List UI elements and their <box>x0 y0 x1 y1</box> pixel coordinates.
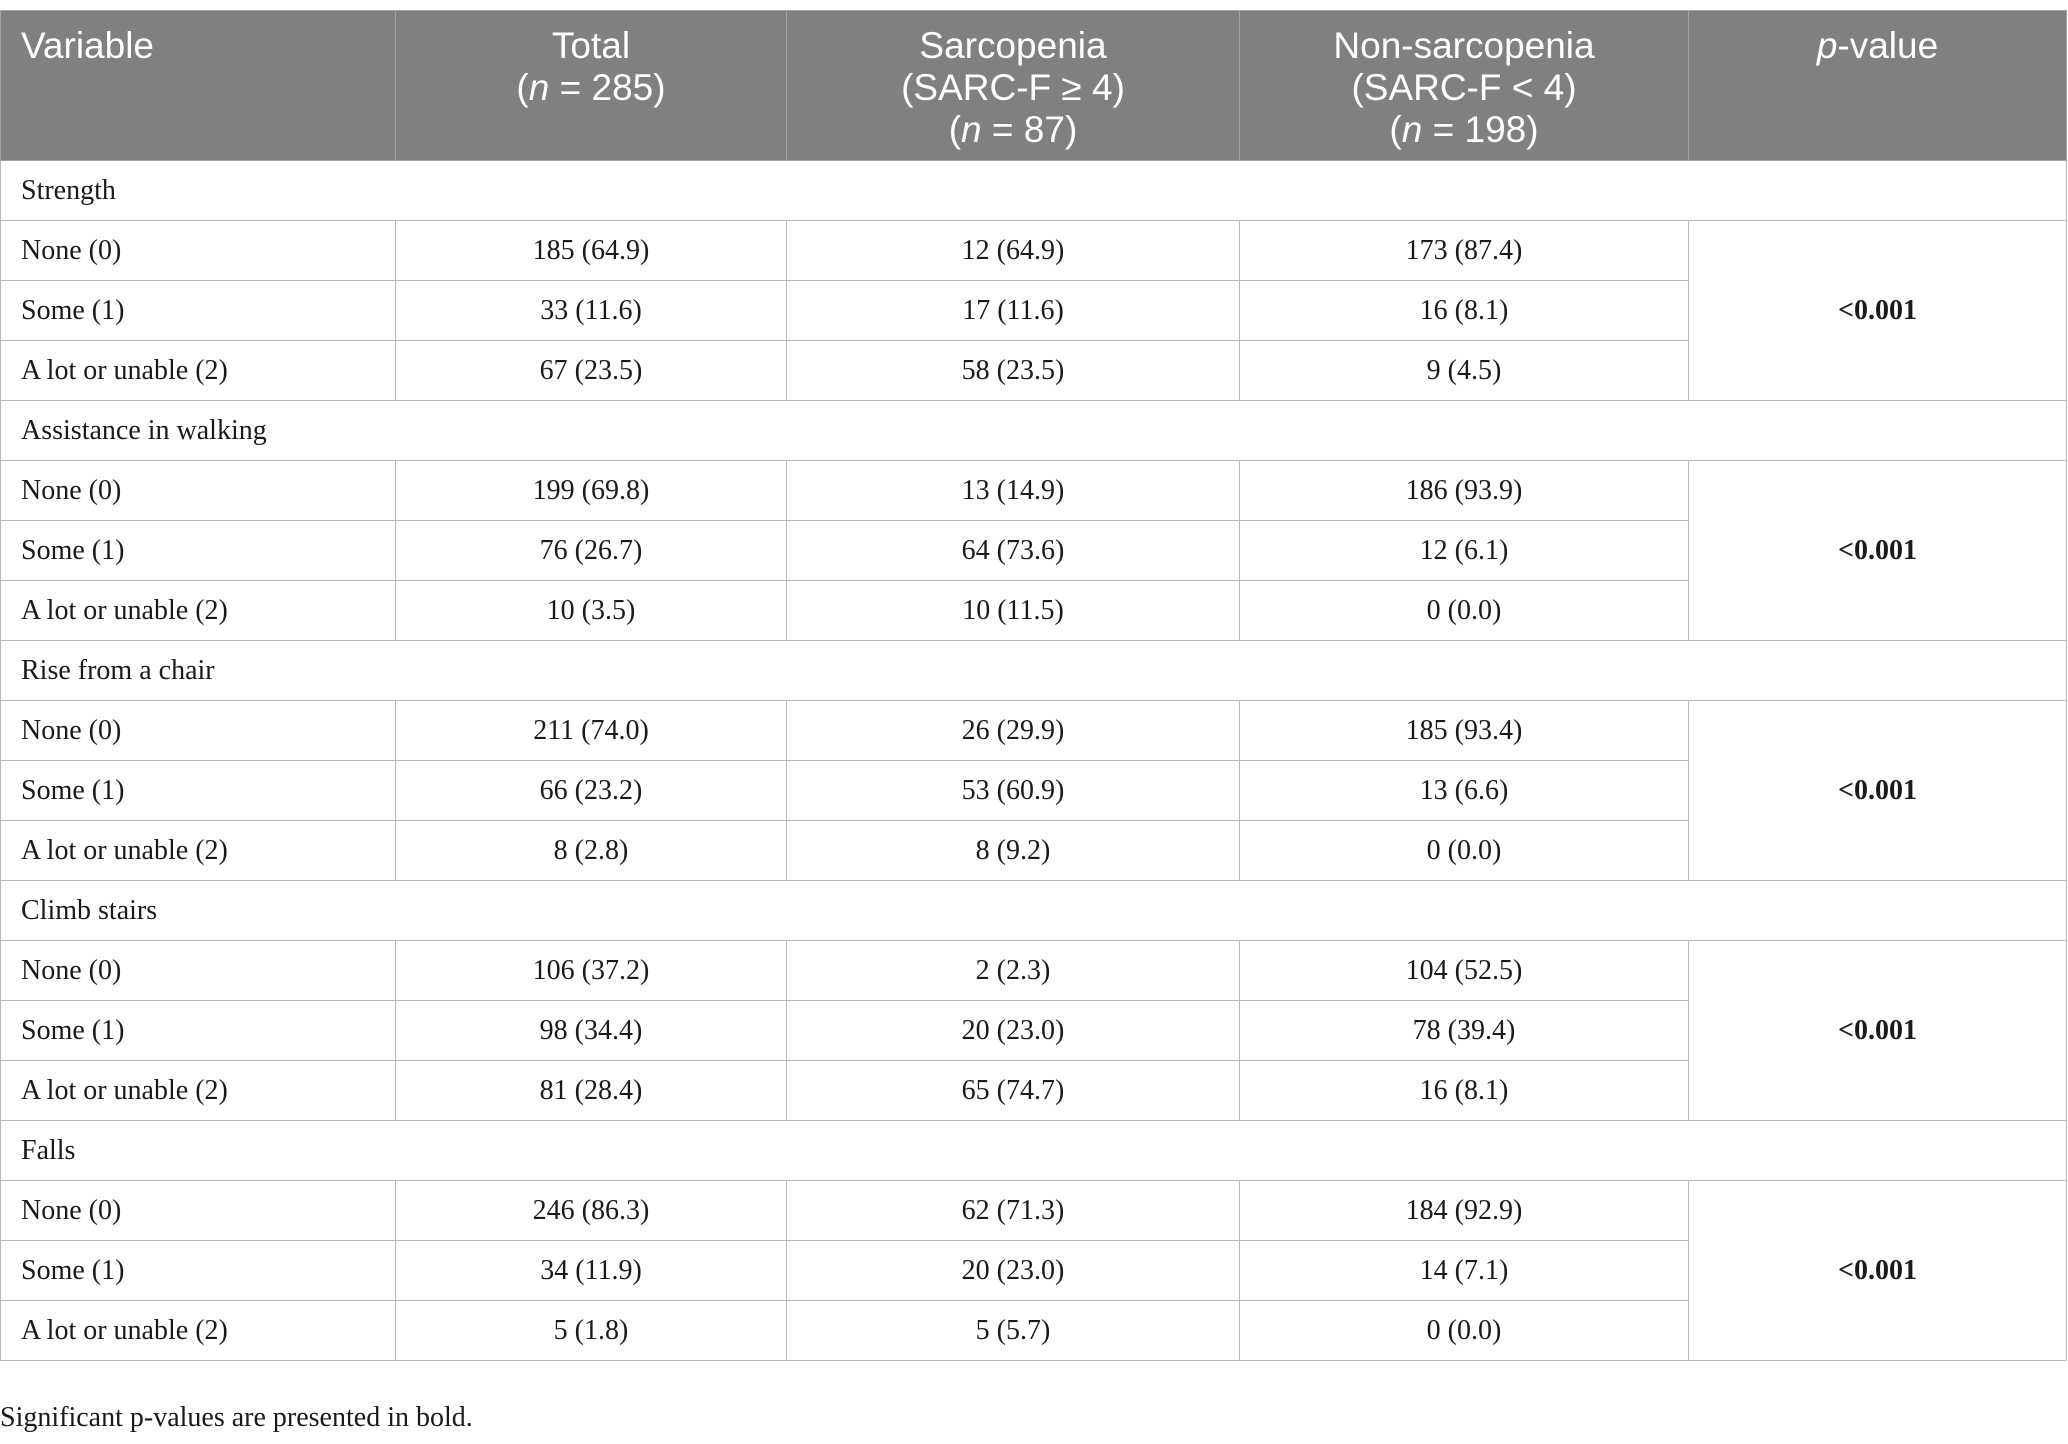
header-total-n: (n = 285) <box>516 67 666 108</box>
cell-total: 211 (74.0) <box>396 701 787 761</box>
table-footnote: Significant p-values are presented in bold. <box>0 1402 473 1433</box>
row-label: None (0) <box>1 1181 396 1241</box>
cell-non-sarcopenia: 173 (87.4) <box>1240 221 1689 281</box>
cell-non-sarcopenia: 0 (0.0) <box>1240 581 1689 641</box>
section-header-row <box>1 641 2067 701</box>
cell-sarcopenia: 2 (2.3) <box>787 941 1240 1001</box>
cell-total: 98 (34.4) <box>396 1001 787 1061</box>
p-value-climb-stairs: <0.001 <box>1689 941 2067 1121</box>
header-total <box>396 11 787 161</box>
cell-total: 76 (26.7) <box>396 521 787 581</box>
cell-non-sarcopenia: 184 (92.9) <box>1240 1181 1689 1241</box>
cell-sarcopenia: 65 (74.7) <box>787 1061 1240 1121</box>
cell-total: 5 (1.8) <box>396 1301 787 1361</box>
cell-sarcopenia: 12 (64.9) <box>787 221 1240 281</box>
cell-total: 66 (23.2) <box>396 761 787 821</box>
header-sarcopenia-n: (n = 87) <box>948 109 1078 150</box>
table-row <box>1 461 2067 521</box>
sarc-f-table <box>0 10 2067 1361</box>
cell-non-sarcopenia: 9 (4.5) <box>1240 341 1689 401</box>
table-row <box>1 221 2067 281</box>
table-row <box>1 941 2067 1001</box>
section-header-row <box>1 161 2067 221</box>
cell-sarcopenia: 58 (23.5) <box>787 341 1240 401</box>
cell-total: 106 (37.2) <box>396 941 787 1001</box>
cell-non-sarcopenia: 0 (0.0) <box>1240 1301 1689 1361</box>
cell-total: 33 (11.6) <box>396 281 787 341</box>
p-value-falls: <0.001 <box>1689 1181 2067 1361</box>
row-label: A lot or unable (2) <box>1 1301 396 1361</box>
row-label: None (0) <box>1 461 396 521</box>
table-row <box>1 1181 2067 1241</box>
header-sarcopenia-title: Sarcopenia <box>919 25 1107 66</box>
cell-non-sarcopenia: 16 (8.1) <box>1240 1061 1689 1121</box>
header-non-sarcopenia-n: (n = 198) <box>1389 109 1539 150</box>
cell-total: 185 (64.9) <box>396 221 787 281</box>
cell-sarcopenia: 26 (29.9) <box>787 701 1240 761</box>
cell-non-sarcopenia: 186 (93.9) <box>1240 461 1689 521</box>
cell-sarcopenia: 53 (60.9) <box>787 761 1240 821</box>
cell-sarcopenia: 10 (11.5) <box>787 581 1240 641</box>
cell-non-sarcopenia: 0 (0.0) <box>1240 821 1689 881</box>
table-body <box>1 161 2067 1361</box>
cell-sarcopenia: 5 (5.7) <box>787 1301 1240 1361</box>
p-value-assistance-in-walking: <0.001 <box>1689 461 2067 641</box>
header-p-value: p-value <box>1689 11 2067 161</box>
header-non-sarcopenia-title: Non-sarcopenia <box>1333 25 1595 66</box>
cell-total: 34 (11.9) <box>396 1241 787 1301</box>
row-label: None (0) <box>1 221 396 281</box>
row-label: A lot or unable (2) <box>1 1061 396 1121</box>
table-header <box>1 11 2067 161</box>
section-header-row <box>1 881 2067 941</box>
header-total-title: Total <box>551 25 631 66</box>
row-label: Some (1) <box>1 1241 396 1301</box>
cell-non-sarcopenia: 185 (93.4) <box>1240 701 1689 761</box>
row-label: Some (1) <box>1 761 396 821</box>
cell-non-sarcopenia: 12 (6.1) <box>1240 521 1689 581</box>
cell-total: 10 (3.5) <box>396 581 787 641</box>
cell-non-sarcopenia: 16 (8.1) <box>1240 281 1689 341</box>
row-label: Some (1) <box>1 281 396 341</box>
cell-sarcopenia: 20 (23.0) <box>787 1241 1240 1301</box>
cell-sarcopenia: 20 (23.0) <box>787 1001 1240 1061</box>
header-sarcopenia <box>787 11 1240 161</box>
cell-sarcopenia: 13 (14.9) <box>787 461 1240 521</box>
cell-sarcopenia: 62 (71.3) <box>787 1181 1240 1241</box>
p-value-rise-from-a-chair: <0.001 <box>1689 701 2067 881</box>
row-label: A lot or unable (2) <box>1 821 396 881</box>
cell-non-sarcopenia: 104 (52.5) <box>1240 941 1689 1001</box>
row-label: A lot or unable (2) <box>1 581 396 641</box>
header-non-sarcopenia <box>1240 11 1689 161</box>
row-label: Some (1) <box>1 1001 396 1061</box>
cell-non-sarcopenia: 13 (6.6) <box>1240 761 1689 821</box>
cell-total: 81 (28.4) <box>396 1061 787 1121</box>
row-label: None (0) <box>1 941 396 1001</box>
section-header-row <box>1 1121 2067 1181</box>
section-title-rise-from-a-chair: Rise from a chair <box>1 641 2067 701</box>
section-header-row <box>1 401 2067 461</box>
cell-total: 67 (23.5) <box>396 341 787 401</box>
section-title-strength: Strength <box>1 161 2067 221</box>
header-sarcopenia-criterion: (SARC-F ≥ 4) <box>901 67 1125 108</box>
row-label: A lot or unable (2) <box>1 341 396 401</box>
section-title-assistance-in-walking: Assistance in walking <box>1 401 2067 461</box>
header-row <box>1 11 2067 161</box>
cell-total: 8 (2.8) <box>396 821 787 881</box>
section-title-falls: Falls <box>1 1121 2067 1181</box>
row-label: None (0) <box>1 701 396 761</box>
header-non-sarcopenia-criterion: (SARC-F < 4) <box>1351 67 1577 108</box>
cell-sarcopenia: 8 (9.2) <box>787 821 1240 881</box>
row-label: Some (1) <box>1 521 396 581</box>
cell-non-sarcopenia: 78 (39.4) <box>1240 1001 1689 1061</box>
cell-sarcopenia: 64 (73.6) <box>787 521 1240 581</box>
table-row <box>1 701 2067 761</box>
cell-total: 199 (69.8) <box>396 461 787 521</box>
cell-sarcopenia: 17 (11.6) <box>787 281 1240 341</box>
cell-total: 246 (86.3) <box>396 1181 787 1241</box>
section-title-climb-stairs: Climb stairs <box>1 881 2067 941</box>
header-variable: Variable <box>1 11 396 161</box>
cell-non-sarcopenia: 14 (7.1) <box>1240 1241 1689 1301</box>
p-value-strength: <0.001 <box>1689 221 2067 401</box>
